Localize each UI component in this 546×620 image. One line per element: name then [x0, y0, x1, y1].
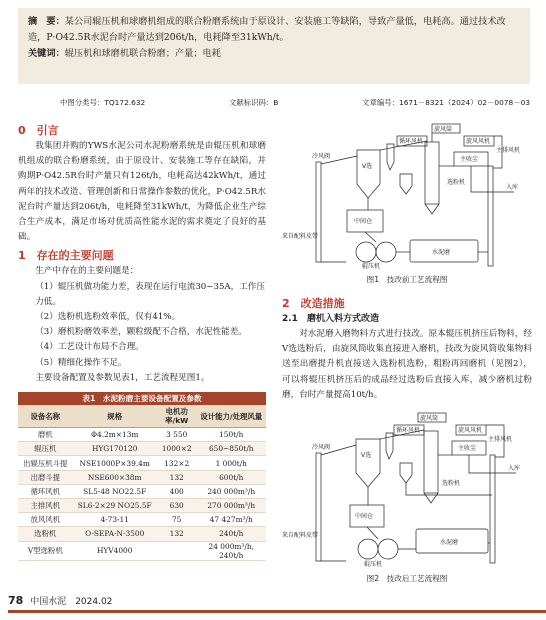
abstract-box: [18, 8, 530, 84]
figure-1-caption: 图1 技改前工艺流程图: [366, 275, 448, 284]
table-cell: 630: [157, 498, 197, 512]
fig2-vsep-label: V选: [361, 452, 372, 460]
journal-name: 中国水泥 2024.02: [30, 597, 113, 607]
problem-item: （2）选粉机选粉效率低，仅有41%。: [35, 312, 181, 323]
table-cell: 240 000m³/h: [197, 484, 266, 498]
table-row: [18, 470, 266, 484]
table-cell: SL5-48 NO22.5F: [73, 484, 157, 498]
abstract-body: 某公司辊压机和球磨机组成的联合粉磨系统由于原设计、安装施工等缺陷，导致产量低，电耗高。通过技术改造，P·O42.5R水泥台时产量达到206t/h，电耗降至31kWh/t。: [28, 16, 506, 43]
doc-code: 文献标识码：B: [228, 98, 279, 107]
section-2-title: 2 改造措施: [282, 297, 345, 310]
table-cell: 270 000m³/h: [197, 498, 266, 512]
fig2-osepa-label: 选粉机: [442, 480, 461, 488]
fig2-cyclone-fan-label: 旋风风机: [458, 427, 483, 435]
fig1-circ-fan-label: 循环风机: [399, 138, 424, 145]
fig2-main-fan-label: 主排风机: [488, 436, 513, 444]
table-cell: 150t/h: [197, 428, 266, 442]
fig2-mill-label: 水泥磨: [440, 539, 459, 547]
fig2-cold-air-label: 冷风阀: [312, 444, 331, 452]
table-cell: 24 000m³/h, 240t/h: [197, 541, 266, 560]
table-cell: 650~850t/h: [197, 442, 266, 456]
fig1-mill-label: 水泥磨: [432, 249, 451, 256]
table-cell: NSE1000P×39.4m: [73, 456, 157, 470]
table-cell: O-SEPA-N-3500: [73, 527, 157, 541]
table-row: [18, 541, 266, 560]
classification-line: [60, 97, 530, 108]
fig2-roller-left: [358, 539, 378, 559]
table-cell: 132×2: [157, 456, 197, 470]
section-1-intro: 生产中存在的主要问题是：: [35, 266, 139, 277]
table-header: 电机功率/kW: [157, 405, 197, 428]
table-row: [18, 527, 266, 541]
table-cell: 循环风机: [18, 484, 73, 498]
fig1-vsep-label: V选: [362, 163, 373, 170]
fig2-osepa-box: [424, 431, 438, 493]
fig1-roller-left: [356, 242, 376, 262]
table-row: [18, 456, 266, 470]
table-body: [18, 428, 266, 561]
problem-item: （5）精细化操作不足。: [35, 357, 127, 368]
table-cell: 辊压机: [18, 442, 73, 456]
table-cell: SL6-2×29 NO25.5F: [73, 498, 157, 512]
fig1-main-fan-label: 主排风机: [496, 147, 521, 154]
table-header-row: [18, 405, 266, 428]
table-row: [18, 484, 266, 498]
footer-rule: [8, 610, 546, 613]
equipment-table: [18, 405, 266, 561]
table-cell: HYV4000: [73, 541, 157, 560]
abstract-label: 摘 要：: [28, 16, 65, 27]
fig1-cyclone-fan-label: 旋风风机: [466, 138, 491, 145]
fig2-roller-right: [378, 539, 398, 559]
section-0-title: 0 引言: [18, 124, 59, 137]
fig1-bin-label: 中间仓: [354, 218, 373, 225]
table-cell: 磨机: [18, 428, 73, 442]
problem-item: （4）工艺设计布局不合理。: [35, 342, 144, 353]
table-cell: 出磨斗提: [18, 470, 73, 484]
fig2-vsep-shape: [356, 439, 380, 487]
right-column: [282, 122, 532, 584]
fig1-roller-right: [376, 242, 396, 262]
article-number: 文章编号：1671－8321（2024）02－0078－03: [362, 98, 530, 107]
table-cell: 1 000t/h: [197, 456, 266, 470]
figure-2-caption: 图2 技改后工艺流程图: [366, 574, 448, 584]
table-cell: 600t/h: [197, 470, 266, 484]
fig2-cyclone-label: 旋风筒: [420, 415, 439, 423]
table-cell: 出辊压机斗提: [18, 456, 73, 470]
fig2-circ-fan-label: 循环风机: [396, 427, 421, 435]
table-header: 设备名称: [18, 405, 73, 428]
fig1-dust-label: 主收尘: [460, 156, 479, 163]
table-cell: 4-73-11: [73, 513, 157, 527]
fig1-osepa-label: 选粉机: [447, 179, 466, 186]
fig1-osepa-box: [425, 142, 439, 204]
keywords-body: 辊压机和球磨机联合粉磨；产量；电耗: [64, 48, 221, 59]
table-row: [18, 513, 266, 527]
figure-2-diagram: [282, 411, 532, 569]
table-cell: 75: [157, 513, 197, 527]
fig1-cold-air-label: 冷风阀: [312, 153, 331, 160]
table-cell: 主排风机: [18, 498, 73, 512]
table-cell: 400: [157, 484, 197, 498]
table-row: [18, 442, 266, 456]
table-cell: 放风风机: [18, 513, 73, 527]
table-cell: HYG170120: [73, 442, 157, 456]
problem-item: （3）磨机粉磨效率差，颗粒级配不合格，水泥性能差。: [35, 327, 247, 338]
fig1-roller-label: 辊压机: [362, 263, 381, 270]
table-cell: 1000×2: [157, 442, 197, 456]
table-cell: 选粉机: [18, 527, 73, 541]
fig2-dust-label: 主收尘: [458, 445, 477, 453]
keywords-label: 关键词：: [28, 48, 65, 59]
left-column: [18, 122, 266, 561]
table-row: [18, 498, 266, 512]
fig1-vsep-shape: [357, 150, 380, 198]
problem-item: （1）辊压机做功能力差，表现在运行电流30~35A，工作压力低。: [35, 281, 265, 307]
abstract-text: [28, 14, 520, 46]
table-caption: 表1 水泥粉磨主要设备配置及参数: [18, 392, 266, 405]
table-cell: 47 427m³/h: [197, 513, 266, 527]
page-number: 78: [8, 594, 24, 607]
page-footer: [8, 594, 112, 607]
table-cell: 132: [157, 527, 197, 541]
figure-1-diagram: [282, 122, 532, 270]
table-cell: [157, 541, 197, 560]
fig1-to-silo-label: 入库: [506, 184, 519, 191]
section-1-outro: 主要设备配置及参数见表1，工艺流程见图1。: [35, 372, 210, 383]
table-row: [18, 428, 266, 442]
table-cell: 132: [157, 470, 197, 484]
table-cell: V型选粉机: [18, 541, 73, 560]
fig2-feed-label: 来自配料皮带: [282, 532, 319, 540]
section-2-1-paragraph: 对水泥磨入磨物料方式进行技改。原本辊压机挤压后物料，经V选选粉后，由旋风筒收集直接进入磨机，技改为旋风筒收集物料送至出磨提升机直接送入选粉机选粉，粗粉再回磨机（见图2），可以将辊压机挤压后的成品经过选粉后直接入库，减少磨机过粉磨，台时产量提高10t/h。: [282, 329, 532, 400]
section-1-title: 1 存在的主要问题: [18, 249, 114, 263]
table-cell: 240t/h: [197, 527, 266, 541]
section-0-paragraph: 我集团并购的YWS水泥公司水泥粉磨系统是由辊压机和球磨机组成的联合粉磨系统，由于原设计、安装施工等存在缺陷，并购期P·O42.5R台时产量只有126t/h，电耗高达42kWh/t，通过两年的技术改造、管理创新和日常操作参数的优化，P·O42.5R水泥台时产量达到206t/h，电耗降至31kWh/t，为降低企业生产综合生产成本，满足市场对优质高性能水泥的需求奠定了良好的基础。: [18, 141, 266, 243]
table-cell: 3 550: [157, 428, 197, 442]
fig1-feed-label: 来自配料皮带: [282, 233, 319, 240]
fig2-bin-label: 中间仓: [355, 513, 374, 521]
clc-number: 中图分类号：TQ172.632: [60, 98, 146, 107]
table-header: 规格: [73, 405, 157, 428]
fig2-roller-label: 辊压机: [364, 561, 383, 569]
fig2-to-silo-label: 入库: [508, 465, 521, 473]
fig1-cyclone-label: 旋风筒: [434, 126, 453, 133]
table-cell: Φ4.2m×13m: [73, 428, 157, 442]
keywords: [28, 46, 520, 62]
table-cell: NSE600×38m: [73, 470, 157, 484]
table-header: 设计能力/处理风量: [197, 405, 266, 428]
section-2-1-title: 2.1 磨机入料方式改造: [282, 314, 379, 324]
